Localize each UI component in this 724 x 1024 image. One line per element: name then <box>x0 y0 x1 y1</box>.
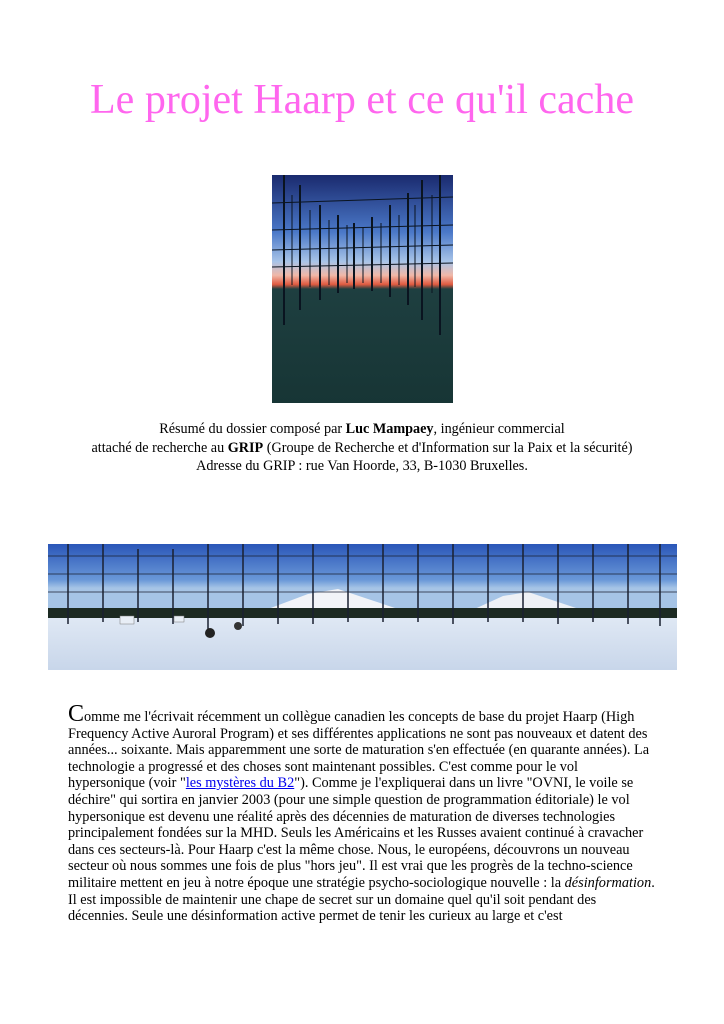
credits-line-author: Résumé du dossier composé par Luc Mampaey, ingénieur commercial <box>159 421 565 437</box>
drop-cap: C <box>68 701 85 727</box>
haarp-snow-panorama-photo <box>48 544 677 670</box>
credits-line-address: Adresse du GRIP : rue Van Hoorde, 33, B-1030 Bruxelles. <box>196 458 528 474</box>
article-body: Comme me l'écrivait récemment un collègue canadien les concepts de base du projet Haarp (High Frequency Active Auroral Program) et ses différentes applications ne sont pas nouveaux et datent des années... soixante. Mais apparemment une sorte de maturation s'en effectuée (en quarante années). La technologie a progressé et des choses sont maintenant possibles. C'est comme pour le vol hypersonique (voir "les mystères du B2"). Comme je l'expliquerai dans un livre "OVNI, le voile se déchire" qui sortira en janvier 2003 (pour une simple question de programmation éditoriale) le vol hypersonique est devenu une réalité après des décennies de maturation de diverses technologies principalement fondées sur la MHD. Seuls les Américains et les Russes avaient continué à cravacher dans ces secteurs-là. Pour Haarp c'est la même chose. Nous, le européens, découvrons un nouveau secteur où nous sommes une fois de plus "hors jeu". Il est vrai que les progrès de la techno-science militaire mettent en jeu à notre époque une stratégie psycho-sociologique nouvelle : la désinformation. Il est impossible de maintenir une chape de secret sur un domaine quel qu'il soit pendant des décennies. Seule une désinformation active permet de tenir les curieux au large et c'est <box>68 701 655 925</box>
credits-line-organization: attaché de recherche au GRIP (Groupe de Recherche et d'Information sur la Paix et la sécurité) <box>91 439 633 456</box>
organization-name: GRIP <box>227 439 264 456</box>
haarp-antenna-sunset-photo <box>272 175 453 403</box>
emphasis-desinformation: désinformation <box>564 874 652 891</box>
author-name: Luc Mampaey <box>345 421 434 437</box>
page-title: Le projet Haarp et ce qu'il cache <box>90 77 634 123</box>
link-mysteres-b2[interactable]: les mystères du B2 <box>185 775 295 792</box>
document-credits <box>0 420 724 476</box>
